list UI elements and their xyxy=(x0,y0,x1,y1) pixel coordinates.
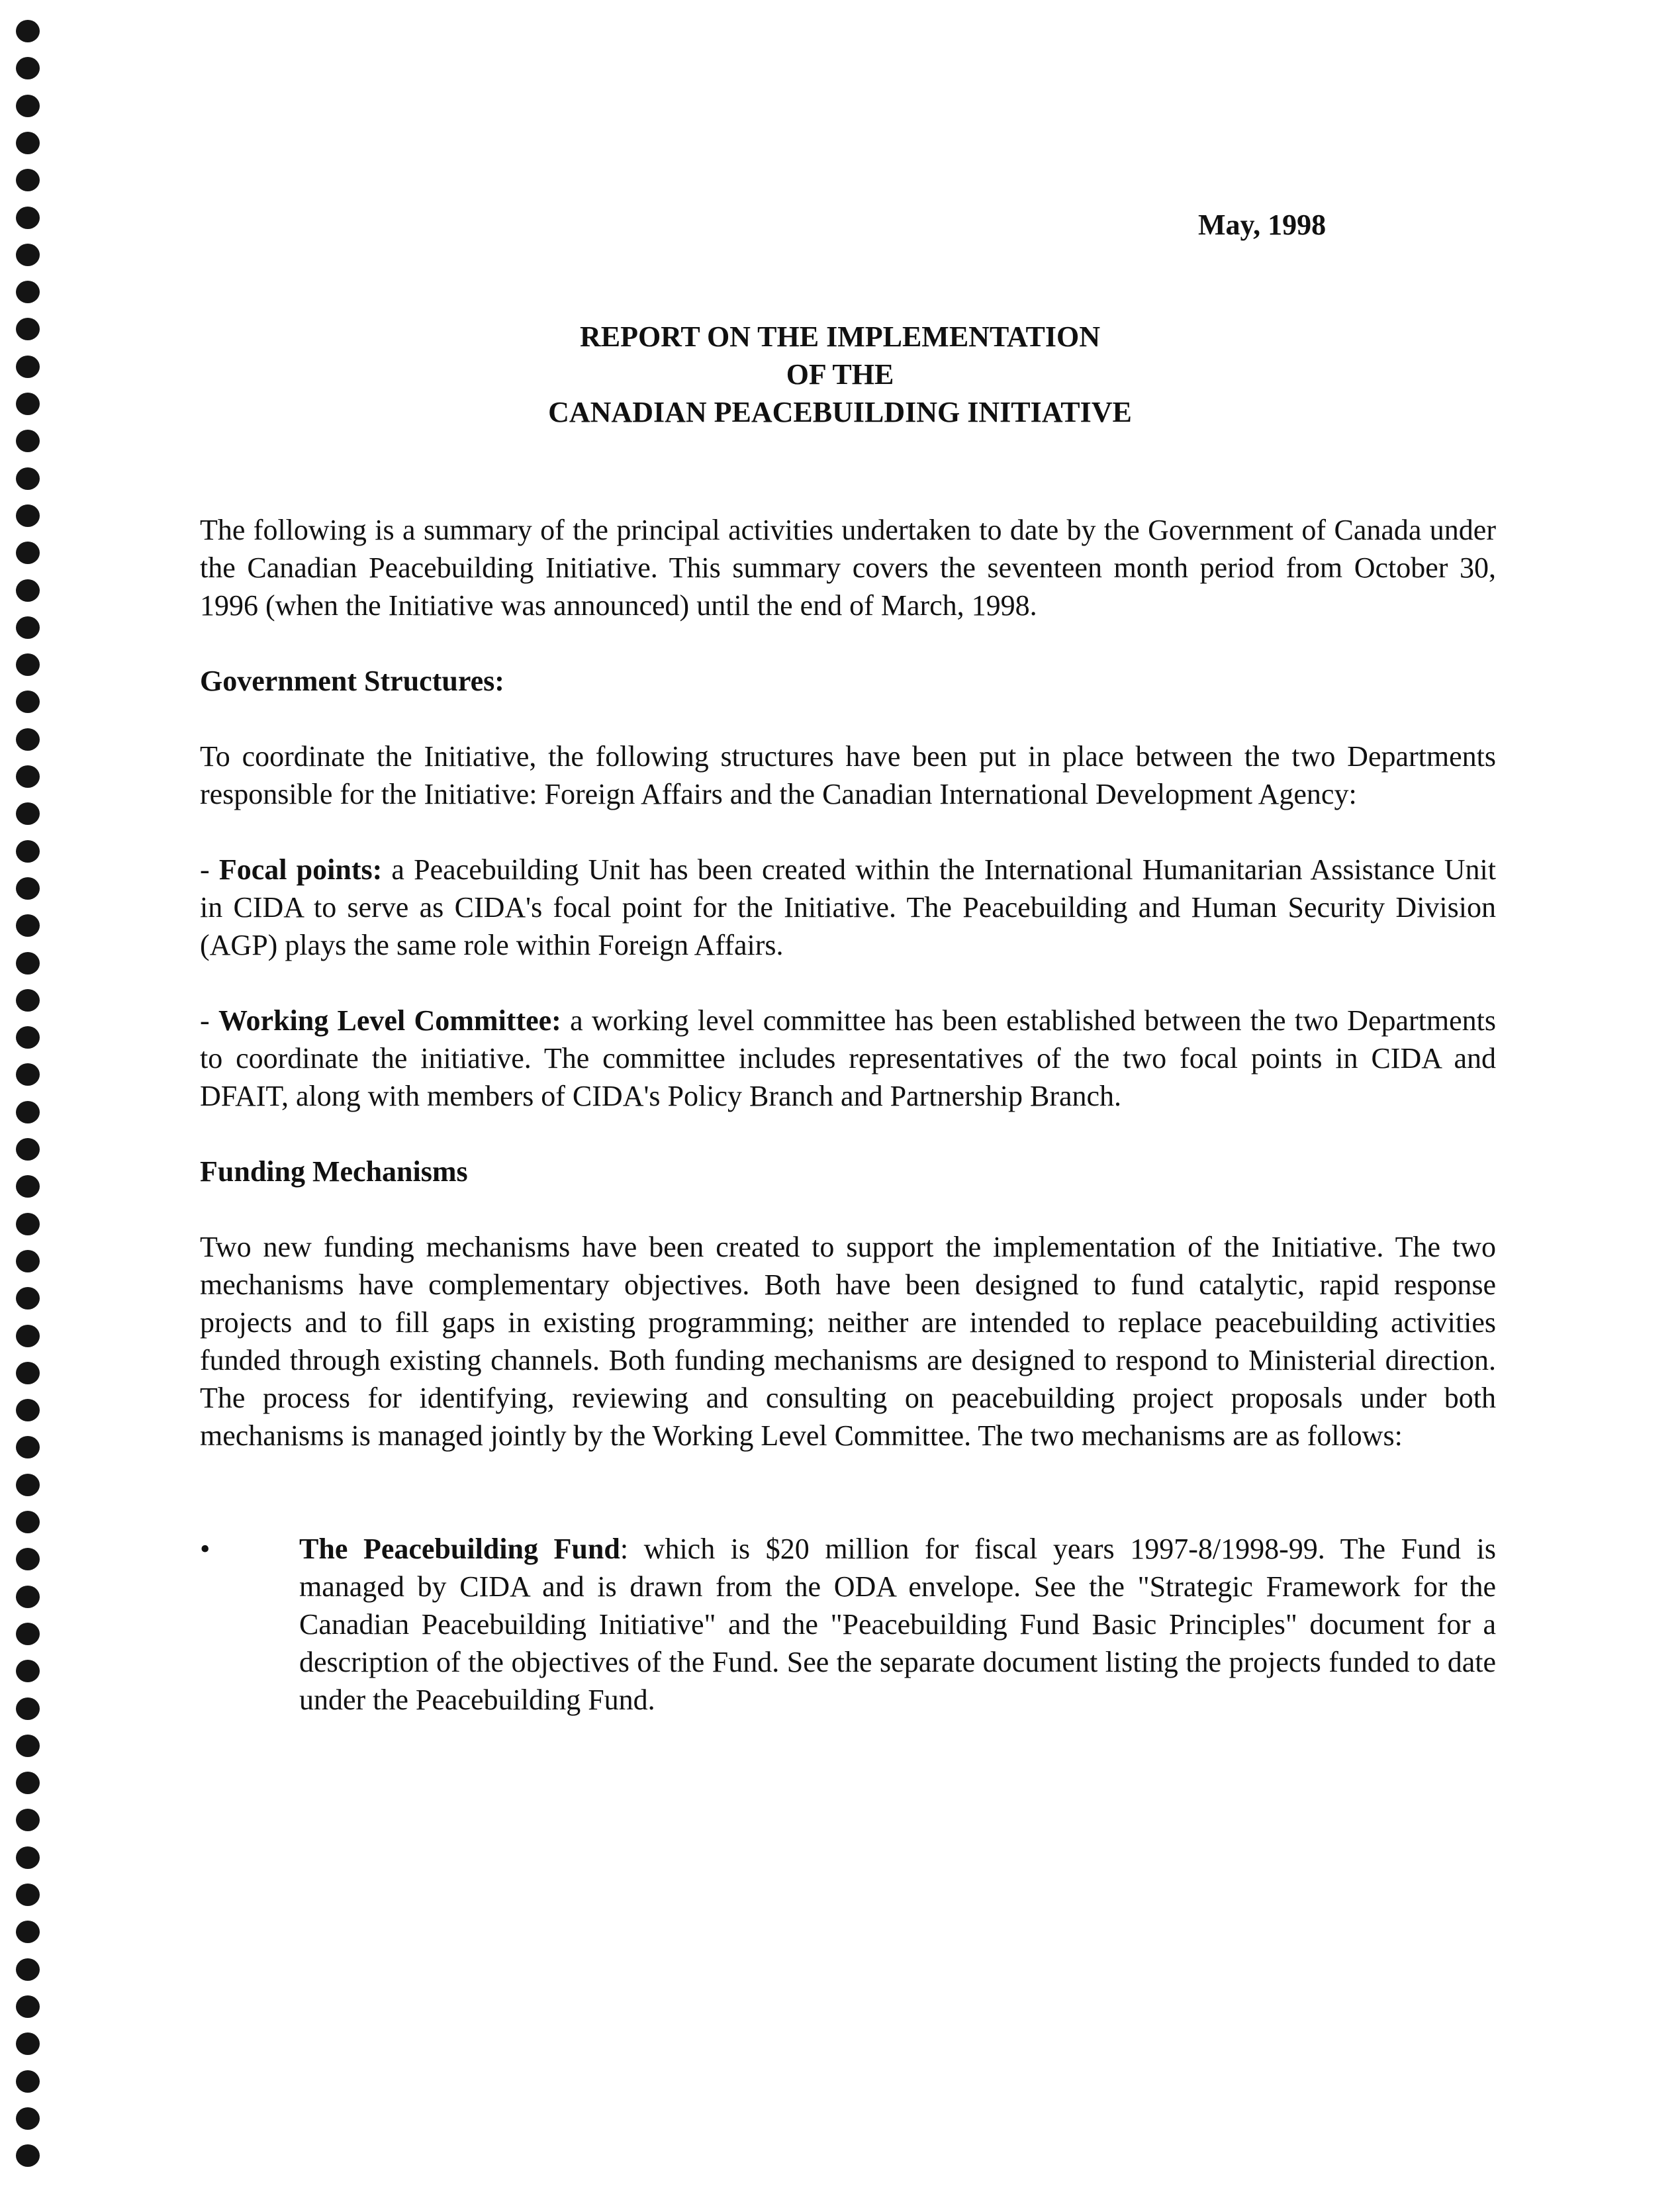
focal-points-label: Focal points: xyxy=(218,853,383,886)
bullet-icon: • xyxy=(200,1533,210,1565)
document-title xyxy=(0,318,1680,431)
title-line: CANADIAN PEACEBUILDING INITIATIVE xyxy=(548,396,1132,428)
focal-points-prefix: - xyxy=(200,853,219,886)
document-date: May, 1998 xyxy=(1198,209,1327,241)
peacebuilding-fund-paragraph xyxy=(299,1530,1496,1719)
document-body xyxy=(200,511,1496,1719)
working-committee-text: a working level committee has been established between the two Departments to coordinate the initiative. The committee includes representatives of the two focal points in CIDA and DFAIT, along with members of CIDA's Policy Branch and Partnership Branch. xyxy=(200,1004,1496,1112)
title-line: REPORT ON THE IMPLEMENTATION xyxy=(579,320,1101,353)
peacebuilding-fund-text: : which is $20 million for fiscal years 1997-8/1998-99. The Fund is managed by CIDA and is drawn from the ODA envelope. See the "Strategic Framework for the Canadian Peacebuilding Initiative" and the "Peacebuilding Fund Basic Principles" document for a description of the objectives of the Fund. See the separate document listing the projects funded to date under the Peacebuilding Fund. xyxy=(299,1533,1496,1716)
peacebuilding-fund-label: The Peacebuilding Fund xyxy=(299,1533,620,1565)
government-intro-paragraph: To coordinate the Initiative, the following structures have been put in place between the two Departments responsible for the Initiative: Foreign Affairs and the Canadian International Development Agency: xyxy=(200,740,1496,810)
focal-points-paragraph xyxy=(200,851,1496,964)
government-structures-heading: Government Structures: xyxy=(200,665,504,697)
peacebuilding-fund-bullet xyxy=(200,1530,1496,1719)
working-committee-label: Working Level Committee: xyxy=(218,1004,561,1037)
funding-mechanisms-heading: Funding Mechanisms xyxy=(200,1155,468,1188)
focal-points-text: a Peacebuilding Unit has been created within the International Humanitarian Assistance Unit in CIDA to serve as CIDA's focal point for the Initiative. The Peacebuilding and Human Security Division (AGP) plays the same role within Foreign Affairs. xyxy=(200,853,1497,961)
working-committee-prefix: - xyxy=(200,1004,218,1037)
working-committee-paragraph xyxy=(200,1002,1496,1115)
title-line: OF THE xyxy=(786,358,894,391)
funding-intro-paragraph: Two new funding mechanisms have been created to support the implementation of the Initiative. The two mechanisms have complementary objectives. Both have been designed to fund catalytic, rapid response projects and to fill gaps in existing programming; neither are intended to replace peacebuilding activities funded through existing channels. Both funding mechanisms are designed to respond to Ministerial direction. The process for identifying, reviewing and consulting on peacebuilding project proposals under both mechanisms is managed jointly by the Working Level Committee. The two mechanisms are as follows: xyxy=(200,1231,1496,1452)
intro-paragraph: The following is a summary of the principal activities undertaken to date by the Government of Canada under the Canadian Peacebuilding Initiative. This summary covers the seventeen month period from October 30, 1996 (when the Initiative was announced) until the end of March, 1998. xyxy=(200,514,1496,622)
